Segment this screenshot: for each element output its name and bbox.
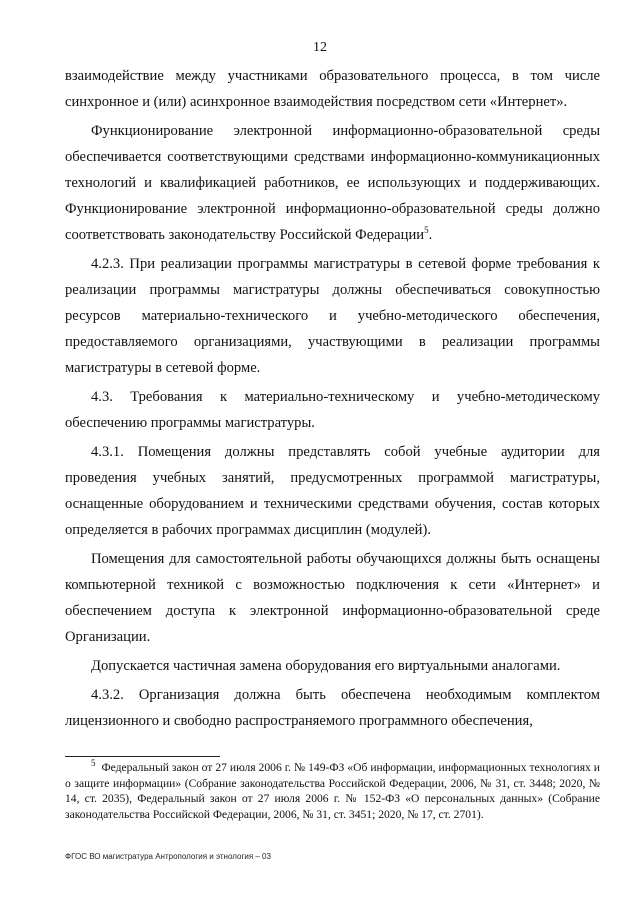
page-number: 12 bbox=[313, 40, 327, 55]
paragraph-4-3-2: 4.3.2. Организация должна быть обеспечена необходимым комплектом лицензионного и свободно распространяемого программного обеспечения, bbox=[65, 687, 600, 729]
footnote-text: Федеральный закон от 27 июля 2006 г. № 149-ФЗ «Об информации, информационных технологиях и о защите информации» (Собрание законодательства Российской Федерации, 2006, № 31, ст. 3448; 2020, № 14, ст. 2035), Федеральный закон от 27 июля 2006 г. № 152-ФЗ «О персональных данных» (Собрание законодательства Российской Федерации, 2006, № 31, ст. 3451; 2020, № 17, ст. 2701). bbox=[65, 761, 601, 821]
paragraph-virtual-analogs: Допускается частичная замена оборудования его виртуальными аналогами. bbox=[91, 658, 561, 674]
footnote bbox=[65, 760, 600, 822]
page-footer: ФГОС ВО магистратура Антропология и этнология – 03 bbox=[65, 852, 271, 861]
paragraph-4-3-1: 4.3.1. Помещения должны представлять собой учебные аудитории для проведения учебных занятий, предусмотренных программой магистратуры, оснащенные оборудованием и техническими средствами обучения, состав которых определяется в рабочих программах дисциплин (модулей). bbox=[65, 444, 600, 538]
paragraph-text: Функционирование электронной информационно-образовательной среды обеспечивается соответствующими средствами информационно-коммуникационных технологий и квалификацией работников, ее использующих и поддерживающих. Функционирование электронной информационно-образовательной среды должно соответствовать законодательству Российской Федерации bbox=[65, 123, 600, 243]
footnote-divider bbox=[65, 756, 220, 757]
paragraph-4-3: 4.3. Требования к материально-техническому и учебно-методическому обеспечению программы магистратуры. bbox=[65, 389, 600, 431]
paragraph-continuation: взаимодействие между участниками образовательного процесса, в том числе синхронное и (или) асинхронное взаимодействия посредством сети «Интернет». bbox=[65, 68, 600, 110]
footnote-marker: 5 bbox=[91, 758, 96, 769]
body-text bbox=[65, 63, 600, 737]
paragraph-self-study-rooms: Помещения для самостоятельной работы обучающихся должны быть оснащены компьютерной техникой с возможностью подключения к сети «Интернет» и обеспечением доступа к электронной информационно-образовательной среде Организации. bbox=[65, 551, 600, 645]
paragraph-eios-functioning: Функционирование электронной информационно-образовательной среды обеспечивается соответствующими средствами информационно-коммуникационных технологий и квалификацией работников, ее использующих и поддерживающих. Функционирование электронной информационно-образовательной среды должно соответствовать законодательству Российской Федерации$^5$. bbox=[65, 123, 600, 243]
footnote-reference[interactable]: 5 bbox=[424, 225, 429, 236]
paragraph-4-2-3: 4.2.3. При реализации программы магистратуры в сетевой форме требования к реализации программы магистратуры должны обеспечиваться совокупностью ресурсов материально-технического и учебно-методического обеспечения, предоставляемого организациями, участвующими в реализации программы магистратуры в сетевой форме. bbox=[65, 256, 600, 376]
